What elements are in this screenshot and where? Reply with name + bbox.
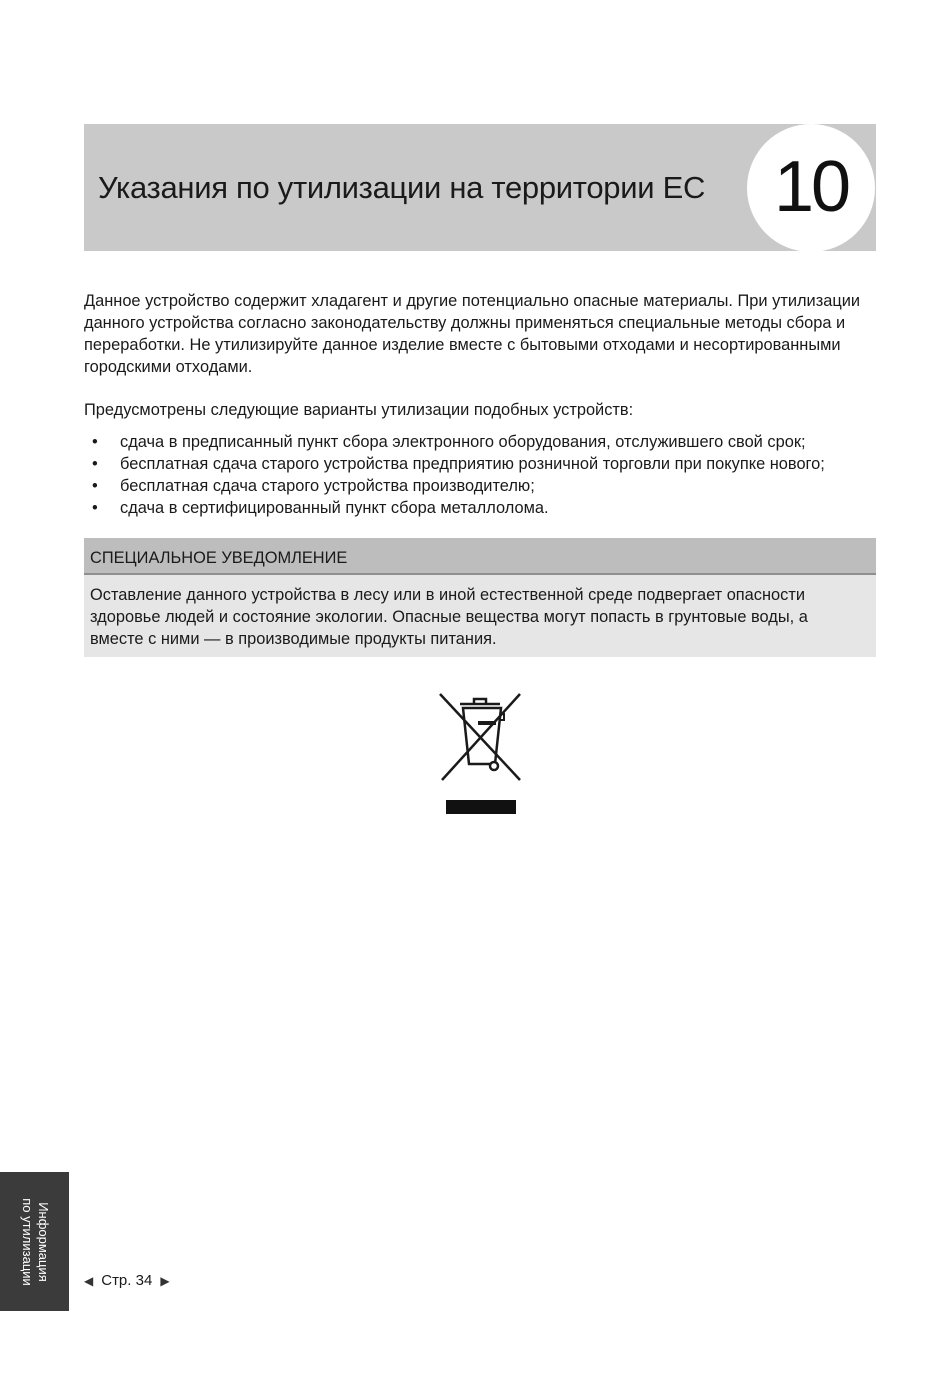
bullet-icon: • <box>92 477 98 495</box>
list-item: • бесплатная сдача старого устройства производителю; <box>92 477 535 495</box>
chapter-number: 10 <box>773 147 849 227</box>
bullet-icon: • <box>92 455 98 473</box>
weee-crossed-bin-icon <box>434 688 526 818</box>
triangle-left-icon[interactable]: ◀ <box>84 1273 94 1288</box>
bullet-icon: • <box>92 499 98 517</box>
chapter-title: Указания по утилизации на территории ЕС <box>98 170 706 205</box>
disposal-options-list <box>84 431 884 519</box>
side-tab-label: Информация по утилизации <box>19 1197 51 1286</box>
special-notice-box <box>84 575 876 657</box>
special-notice-text: Оставление данного устройства в лесу или в иной естественной среде подвергает опасности здоровье людей и состояние экологии. Опасные вещества могут попасть в грунтовые воды, а вместе с ними — в производимые продукты питания. <box>90 586 808 648</box>
bullet-icon: • <box>92 433 98 451</box>
list-item: • сдача в предписанный пункт сбора электронного оборудования, отслужившего свой срок; <box>92 433 806 451</box>
section-side-tab <box>0 1172 69 1311</box>
special-notice-header <box>84 538 876 575</box>
triangle-right-icon[interactable]: ▶ <box>160 1273 170 1288</box>
special-notice-heading: СПЕЦИАЛЬНОЕ УВЕДОМЛЕНИЕ <box>90 549 348 567</box>
list-item: • бесплатная сдача старого устройства предприятию розничной торговли при покупке нового; <box>92 455 825 473</box>
page-number: Стр. 34 <box>101 1272 153 1289</box>
options-intro: Предусмотрены следующие варианты утилизации подобных устройств: <box>84 401 634 419</box>
page-navigation <box>84 1272 170 1289</box>
chapter-number-badge <box>747 124 875 252</box>
list-item: • сдача в сертифицированный пункт сбора металлолома. <box>92 499 549 517</box>
intro-paragraph: Данное устройство содержит хладагент и другие потенциально опасные материалы. При утилизации данного устройства согласно законодательству должны применяться специальные методы сбора и переработки. Не утилизируйте данное изделие вместе с бытовыми отходами и несортированными городскими отходами. <box>84 292 861 376</box>
